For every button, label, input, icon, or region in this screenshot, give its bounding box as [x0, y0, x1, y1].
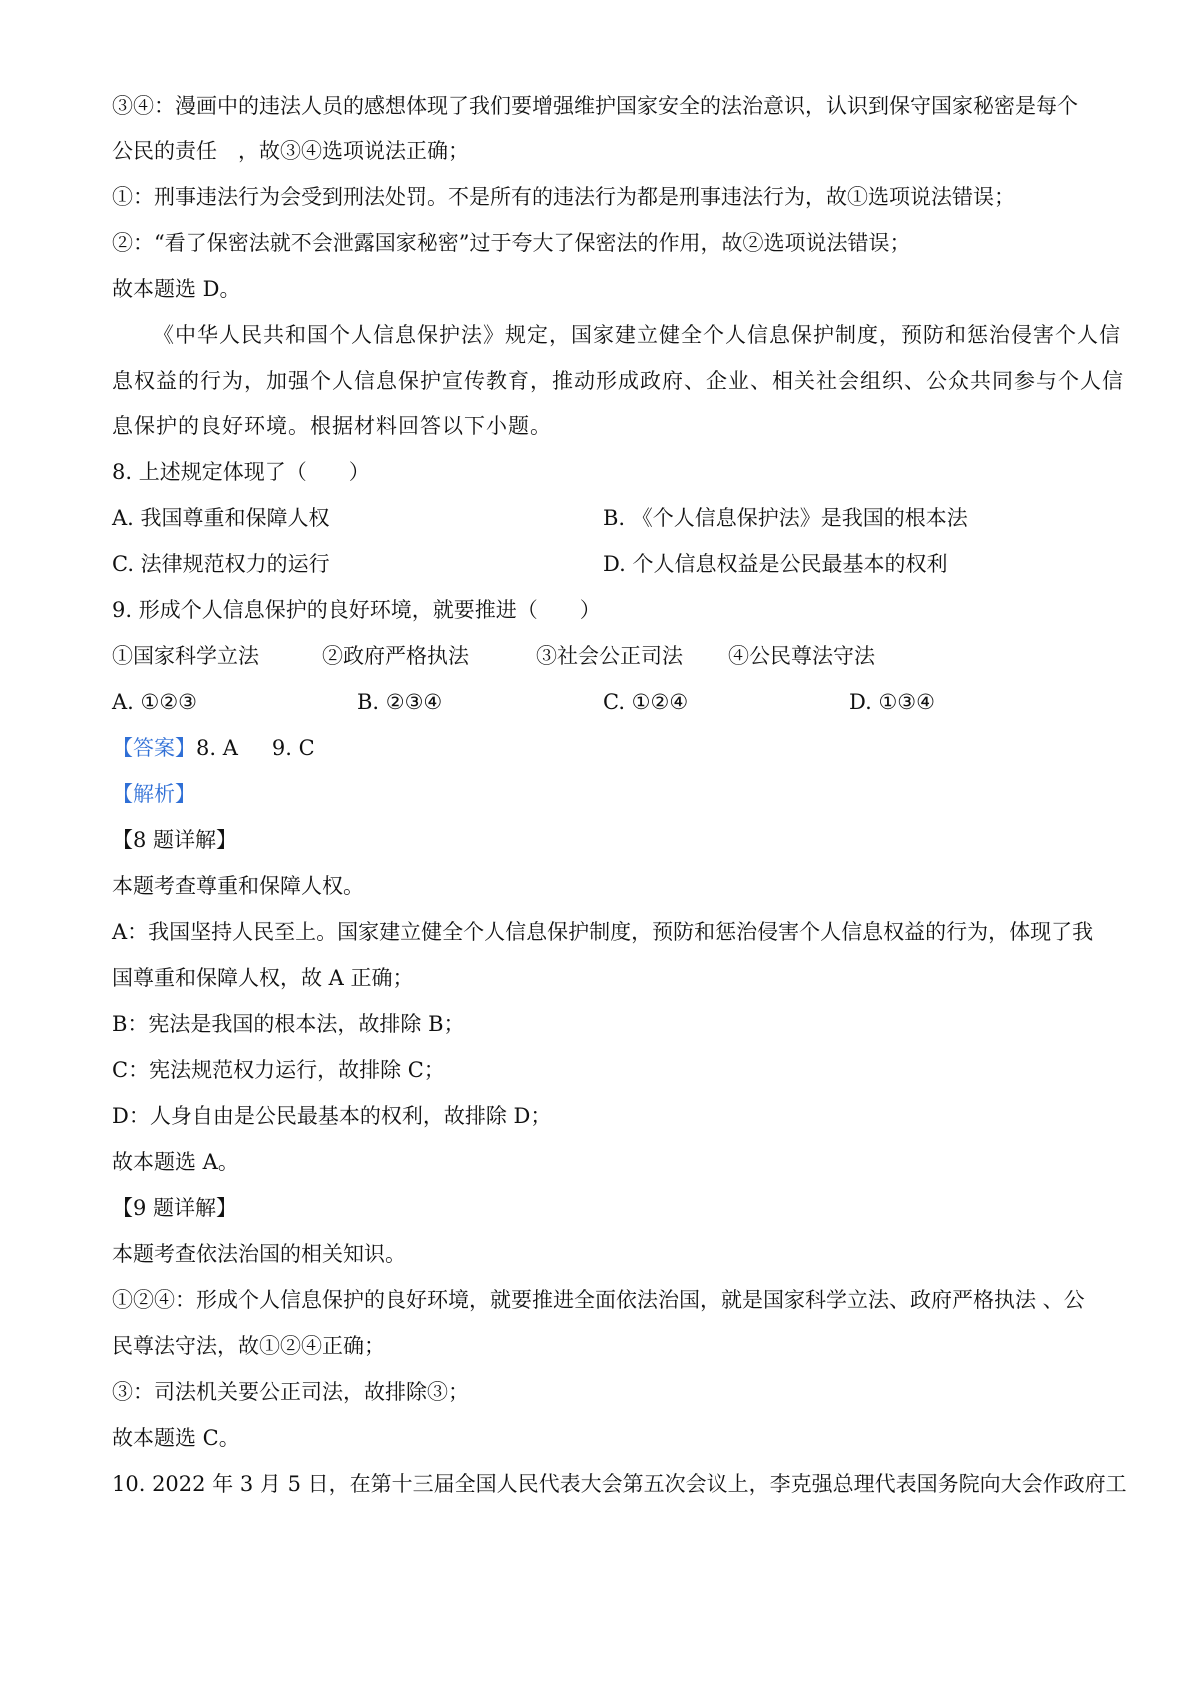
question-9-item-3: ③社会公正司法 [536, 644, 683, 668]
question-10-stem: 10. 2022 年 3 月 5 日，在第十三届全国人民代表大会第五次会议上，李克强总理代表国务院向大会作政府工 [112, 1472, 1127, 1496]
detail-8-heading: 【8 题详解】 [112, 828, 238, 852]
answer-8: 8. A [196, 736, 238, 760]
question-9-option-a: A. ①②③ [112, 690, 197, 714]
prev-explanation-line-1: ③④：漫画中的违法人员的感想体现了我们要增强维护国家安全的法治意识，认识到保守国家秘密是每个 [112, 94, 1078, 118]
detail-8-option-d: D：人身自由是公民最基本的权利，故排除 D； [112, 1104, 552, 1128]
question-9-item-1: ①国家科学立法 [112, 644, 259, 668]
detail-8-option-a-line-2: 国尊重和保障人权，故 A 正确； [112, 966, 414, 990]
prev-explanation-line-3: ①：刑事违法行为会受到刑法处罚。不是所有的违法行为都是刑事违法行为，故①选项说法错误； [112, 185, 1015, 209]
detail-8-intro: 本题考查尊重和保障人权。 [112, 874, 364, 898]
prev-explanation-line-2: 公民的责任 ，故③④选项说法正确； [112, 139, 469, 163]
question-8-option-c: C. 法律规范权力的运行 [112, 552, 330, 576]
question-8-option-d: D. 个人信息权益是公民最基本的权利 [603, 552, 948, 576]
question-9-item-2: ②政府严格执法 [322, 644, 469, 668]
material-line-1: 《中华人民共和国个人信息保护法》规定，国家建立健全个人信息保护制度，预防和惩治侵害个人信 [153, 323, 1121, 347]
answer-line [112, 734, 1102, 762]
detail-9-line-3: ③：司法机关要公正司法，故排除③； [112, 1380, 469, 1404]
prev-explanation-line-4: ②：“看了保密法就不会泄露国家秘密”过于夸大了保密法的作用，故②选项说法错误； [112, 231, 911, 255]
answer-9: 9. C [271, 736, 315, 760]
prev-explanation-conclusion: 故本题选 D。 [112, 277, 241, 301]
question-8-option-b: B. 《个人信息保护法》是我国的根本法 [603, 506, 968, 530]
detail-8-option-a-line-1: A：我国坚持人民至上。国家建立健全个人信息保护制度，预防和惩治侵害个人信息权益的行为，体现了我 [112, 920, 1094, 944]
detail-9-line-1: ①②④：形成个人信息保护的良好环境，就要推进全面依法治国，就是国家科学立法、政府严格执法 、公 [112, 1288, 1085, 1312]
question-9-option-d: D. ①③④ [849, 690, 935, 714]
detail-8-option-b: B：宪法是我国的根本法，故排除 B； [112, 1012, 465, 1036]
detail-9-line-2: 民尊法守法，故①②④正确； [112, 1334, 385, 1358]
answer-label: 【答案】 [112, 736, 196, 760]
detail-8-option-c: C：宪法规范权力运行，故排除 C； [112, 1058, 445, 1082]
detail-9-conclusion: 故本题选 C。 [112, 1426, 240, 1450]
detail-9-heading: 【9 题详解】 [112, 1196, 238, 1220]
question-8-stem: 8. 上述规定体现了（ ） [112, 460, 370, 484]
detail-9-intro: 本题考查依法治国的相关知识。 [112, 1242, 406, 1266]
question-9-option-b: B. ②③④ [357, 690, 443, 714]
material-line-3: 息保护的良好环境。根据材料回答以下小题。 [112, 414, 552, 438]
question-9-stem: 9. 形成个人信息保护的良好环境，就要推进（ ） [112, 598, 601, 622]
question-8-option-a: A. 我国尊重和保障人权 [112, 506, 330, 530]
question-9-item-4: ④公民尊法守法 [728, 644, 875, 668]
analysis-label: 【解析】 [112, 782, 196, 806]
detail-8-conclusion: 故本题选 A。 [112, 1150, 239, 1174]
material-line-2: 息权益的行为，加强个人信息保护宣传教育，推动形成政府、企业、相关社会组织、公众共同参与个人信 [112, 369, 1124, 393]
question-9-option-c: C. ①②④ [603, 690, 689, 714]
